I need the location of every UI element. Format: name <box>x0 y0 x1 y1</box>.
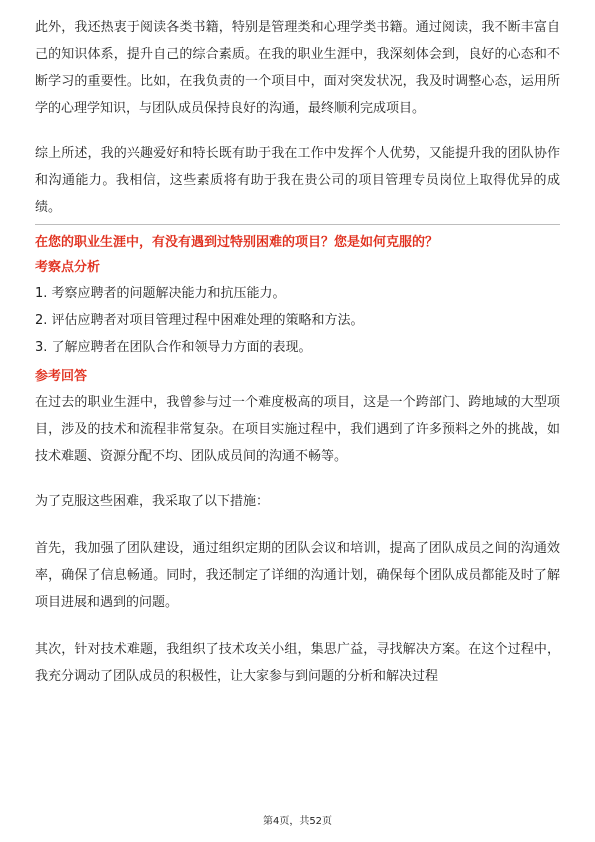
paragraph-gap <box>35 515 560 535</box>
intro-paragraph-summary: 综上所述，我的兴趣爱好和特长既有助于我在工作中发挥个人优势，又能提升我的团队协作和沟通能力。我相信，这些素质将有助于我在贵公司的项目管理专员岗位上取得优异的成绩。 <box>35 146 560 215</box>
answer-paragraph-second: 其次，针对技术难题，我组织了技术攻关小组，集思广益，寻找解决方案。在这个过程中，我充分调动了团队成员的积极性，让大家参与到问题的分析和解决过程 <box>35 642 560 684</box>
answer-paragraph-measures-intro: 为了克服这些困难，我采取了以下措施： <box>35 494 270 509</box>
paragraph-gap <box>35 616 560 636</box>
analysis-item: 1. 考察应聘者的问题解决能力和抗压能力。 <box>35 286 286 301</box>
analysis-item: 3. 了解应聘者在团队合作和领导力方面的表现。 <box>35 340 312 355</box>
paragraph-gap <box>35 122 560 140</box>
page-indicator: 第4页，共52页 <box>262 816 333 827</box>
answer-heading: 参考回答 <box>35 369 88 384</box>
analysis-item: 2. 评估应聘者对项目管理过程中困难处理的策略和方法。 <box>35 313 364 328</box>
analysis-list <box>35 280 560 361</box>
section-divider <box>35 224 560 225</box>
paragraph-gap <box>35 470 560 488</box>
document-page <box>35 14 560 690</box>
answer-paragraph-project: 在过去的职业生涯中，我曾参与过一个难度极高的项目，这是一个跨部门、跨地域的大型项目，涉及的技术和流程非常复杂。在项目实施过程中，我们遇到了许多预料之外的挑战，如技术难题、资源分配不均、团队成员间的沟通不畅等。 <box>35 395 560 464</box>
intro-paragraph-reading: 此外，我还热衷于阅读各类书籍，特别是管理类和心理学类书籍。通过阅读，我不断丰富自己的知识体系，提升自己的综合素质。在我的职业生涯中，我深刻体会到，良好的心态和不断学习的重要性。比如，在我负责的一个项目中，面对突发状况，我及时调整心态，运用所学的心理学知识，与团队成员保持良好的沟通，最终顺利完成项目。 <box>35 20 560 116</box>
answer-paragraph-first: 首先，我加强了团队建设，通过组织定期的团队会议和培训，提高了团队成员之间的沟通效率，确保了信息畅通。同时，我还制定了详细的沟通计划，确保每个团队成员都能及时了解项目进展和遇到的问题。 <box>35 541 560 610</box>
interview-question: 在您的职业生涯中，有没有遇到过特别困难的项目？您是如何克服的？ <box>35 235 439 250</box>
analysis-heading: 考察点分析 <box>35 260 101 275</box>
